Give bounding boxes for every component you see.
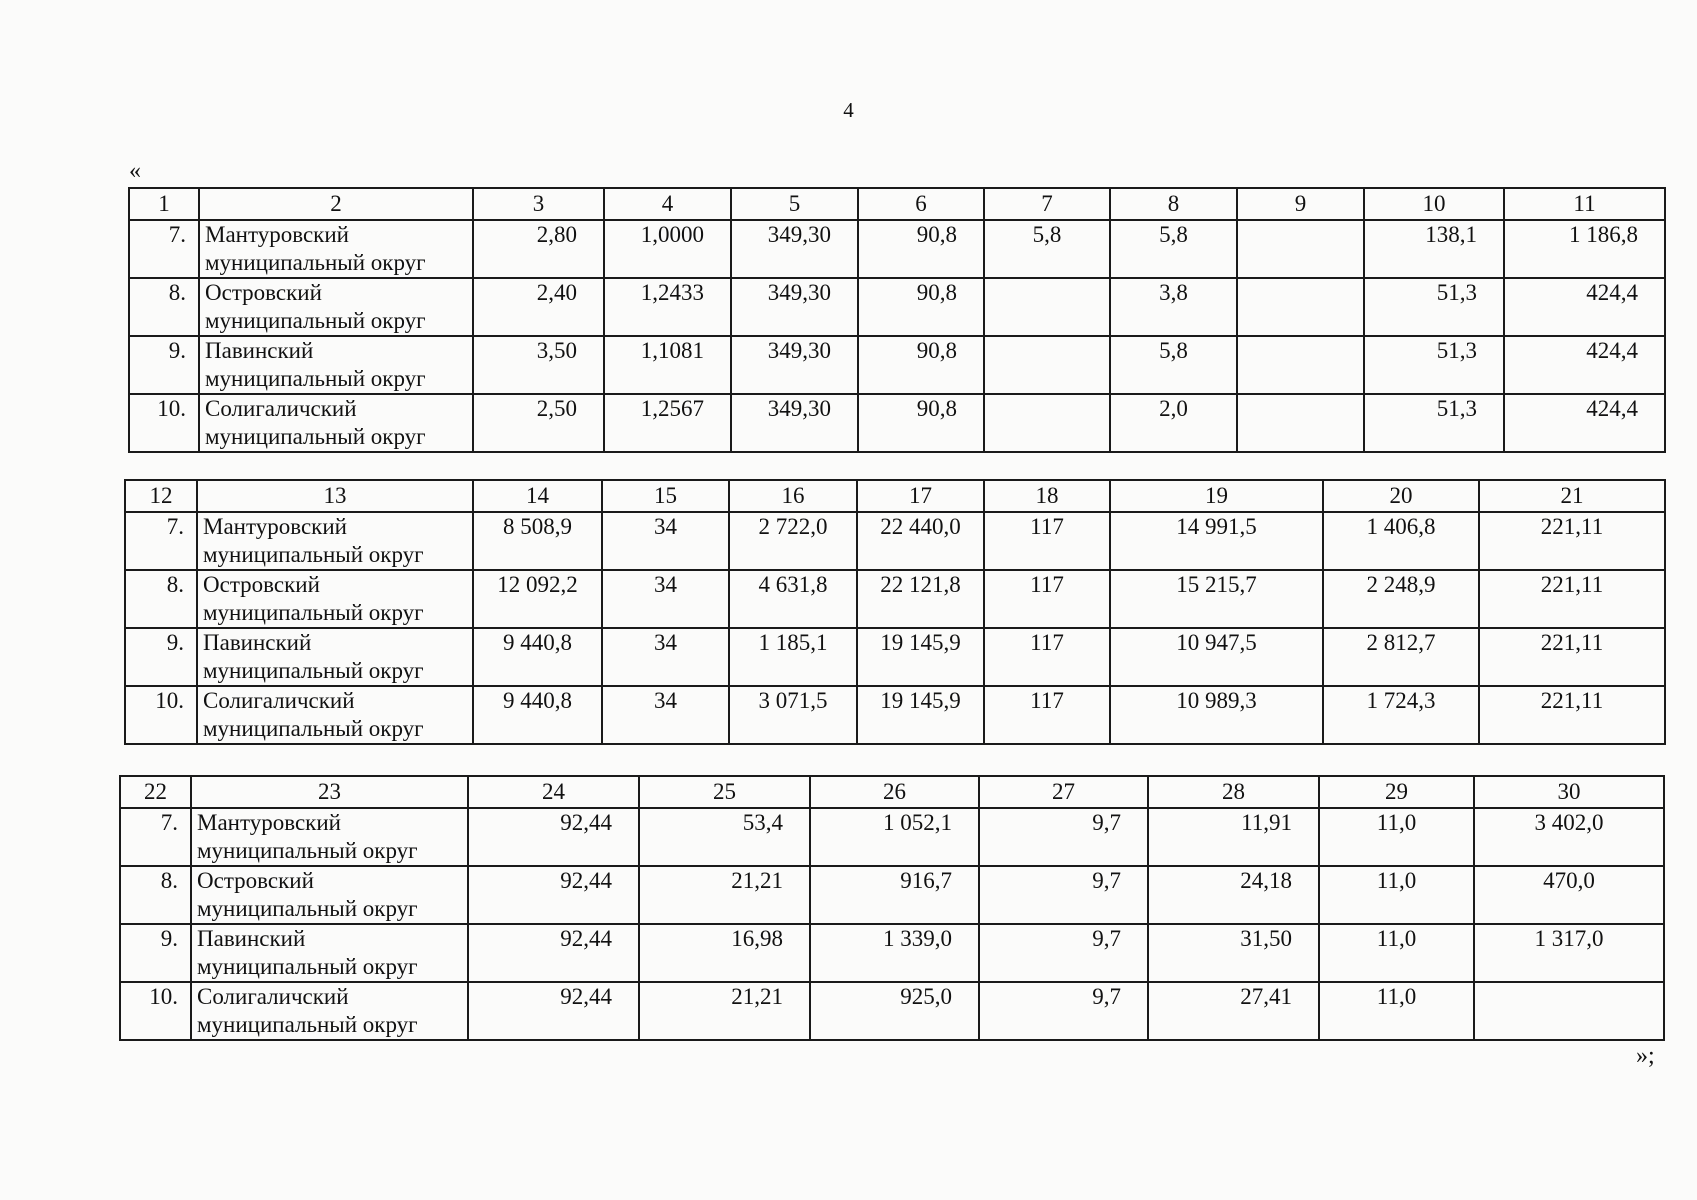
value-cell: 1 724,3 (1323, 686, 1479, 744)
value-cell: 349,30 (731, 394, 858, 452)
data-table-part-3 (119, 775, 1665, 1041)
value-cell (984, 394, 1110, 452)
value-cell: 221,11 (1479, 628, 1665, 686)
table-row (129, 220, 1665, 278)
table-row (120, 866, 1664, 924)
table-row (129, 394, 1665, 452)
value-cell: 1,2567 (604, 394, 731, 452)
value-cell (984, 278, 1110, 336)
value-cell: 5,8 (1110, 220, 1237, 278)
row-number-cell: 7. (125, 512, 197, 570)
value-cell: 2 722,0 (729, 512, 857, 570)
value-cell: 22 121,8 (857, 570, 984, 628)
column-number-header: 28 (1148, 776, 1319, 808)
value-cell: 5,8 (1110, 336, 1237, 394)
value-cell: 3 402,0 (1474, 808, 1664, 866)
value-cell: 15 215,7 (1110, 570, 1323, 628)
value-cell: 1,2433 (604, 278, 731, 336)
row-number-cell: 7. (120, 808, 191, 866)
value-cell: 10 989,3 (1110, 686, 1323, 744)
value-cell: 9,7 (979, 924, 1148, 982)
value-cell: 27,41 (1148, 982, 1319, 1040)
value-cell: 11,0 (1319, 924, 1474, 982)
table-header-row (125, 480, 1665, 512)
table-row (125, 628, 1665, 686)
value-cell (1237, 394, 1364, 452)
value-cell: 1,1081 (604, 336, 731, 394)
column-number-header: 12 (125, 480, 197, 512)
value-cell: 117 (984, 512, 1110, 570)
column-number-header: 30 (1474, 776, 1664, 808)
value-cell: 3,8 (1110, 278, 1237, 336)
column-number-header: 11 (1504, 188, 1665, 220)
value-cell: 2 812,7 (1323, 628, 1479, 686)
value-cell: 138,1 (1364, 220, 1504, 278)
value-cell: 925,0 (810, 982, 979, 1040)
page-number: 4 (843, 98, 854, 122)
row-number-cell: 10. (120, 982, 191, 1040)
value-cell: 349,30 (731, 336, 858, 394)
value-cell: 10 947,5 (1110, 628, 1323, 686)
value-cell: 19 145,9 (857, 628, 984, 686)
value-cell: 9,7 (979, 808, 1148, 866)
value-cell: 8 508,9 (473, 512, 602, 570)
district-name-cell: Мантуровский муниципальный округ (197, 512, 473, 570)
value-cell: 2 248,9 (1323, 570, 1479, 628)
value-cell: 11,0 (1319, 808, 1474, 866)
district-name-cell: Павинский муниципальный округ (199, 336, 473, 394)
district-name-cell: Павинский муниципальный округ (191, 924, 468, 982)
value-cell: 4 631,8 (729, 570, 857, 628)
value-cell: 349,30 (731, 278, 858, 336)
column-number-header: 16 (729, 480, 857, 512)
value-cell: 92,44 (468, 866, 639, 924)
value-cell: 349,30 (731, 220, 858, 278)
value-cell: 90,8 (858, 336, 984, 394)
value-cell: 221,11 (1479, 570, 1665, 628)
column-number-header: 13 (197, 480, 473, 512)
value-cell: 90,8 (858, 220, 984, 278)
district-name-cell: Солигаличский муниципальный округ (199, 394, 473, 452)
data-table-part-2 (124, 479, 1666, 745)
value-cell: 90,8 (858, 278, 984, 336)
district-name-cell: Островский муниципальный округ (199, 278, 473, 336)
value-cell: 3,50 (473, 336, 604, 394)
value-cell: 9 440,8 (473, 686, 602, 744)
row-number-cell: 9. (125, 628, 197, 686)
value-cell: 16,98 (639, 924, 810, 982)
column-number-header: 18 (984, 480, 1110, 512)
column-number-header: 10 (1364, 188, 1504, 220)
value-cell: 2,40 (473, 278, 604, 336)
row-number-cell: 8. (125, 570, 197, 628)
value-cell: 1 186,8 (1504, 220, 1665, 278)
value-cell: 90,8 (858, 394, 984, 452)
value-cell: 9,7 (979, 866, 1148, 924)
value-cell: 1 406,8 (1323, 512, 1479, 570)
table-row (125, 570, 1665, 628)
closing-quote-mark: »; (1636, 1043, 1655, 1069)
value-cell: 117 (984, 570, 1110, 628)
column-number-header: 23 (191, 776, 468, 808)
column-number-header: 5 (731, 188, 858, 220)
column-number-header: 25 (639, 776, 810, 808)
value-cell: 2,80 (473, 220, 604, 278)
value-cell (1237, 220, 1364, 278)
column-number-header: 1 (129, 188, 199, 220)
value-cell: 12 092,2 (473, 570, 602, 628)
value-cell: 92,44 (468, 808, 639, 866)
value-cell: 3 071,5 (729, 686, 857, 744)
value-cell: 51,3 (1364, 336, 1504, 394)
value-cell: 424,4 (1504, 394, 1665, 452)
value-cell: 9 440,8 (473, 628, 602, 686)
value-cell: 470,0 (1474, 866, 1664, 924)
table-row (120, 808, 1664, 866)
value-cell: 24,18 (1148, 866, 1319, 924)
value-cell: 11,0 (1319, 866, 1474, 924)
column-number-header: 3 (473, 188, 604, 220)
district-name-cell: Солигаличский муниципальный округ (191, 982, 468, 1040)
value-cell: 1 185,1 (729, 628, 857, 686)
column-number-header: 26 (810, 776, 979, 808)
value-cell: 22 440,0 (857, 512, 984, 570)
column-number-header: 7 (984, 188, 1110, 220)
value-cell: 14 991,5 (1110, 512, 1323, 570)
opening-quote-mark: « (129, 158, 141, 184)
value-cell: 424,4 (1504, 278, 1665, 336)
value-cell: 34 (602, 570, 729, 628)
value-cell (984, 336, 1110, 394)
value-cell (1237, 278, 1364, 336)
value-cell: 221,11 (1479, 686, 1665, 744)
table-row (125, 686, 1665, 744)
column-number-header: 29 (1319, 776, 1474, 808)
value-cell: 92,44 (468, 924, 639, 982)
value-cell: 1,0000 (604, 220, 731, 278)
table-row (129, 278, 1665, 336)
row-number-cell: 9. (129, 336, 199, 394)
column-number-header: 15 (602, 480, 729, 512)
column-number-header: 21 (1479, 480, 1665, 512)
district-name-cell: Мантуровский муниципальный округ (191, 808, 468, 866)
data-table-part-1 (128, 187, 1666, 453)
column-number-header: 2 (199, 188, 473, 220)
table-row (129, 336, 1665, 394)
value-cell: 31,50 (1148, 924, 1319, 982)
value-cell: 221,11 (1479, 512, 1665, 570)
district-name-cell: Островский муниципальный округ (191, 866, 468, 924)
value-cell: 21,21 (639, 866, 810, 924)
district-name-cell: Мантуровский муниципальный округ (199, 220, 473, 278)
value-cell: 34 (602, 512, 729, 570)
district-name-cell: Солигаличский муниципальный округ (197, 686, 473, 744)
value-cell: 34 (602, 686, 729, 744)
row-number-cell: 10. (129, 394, 199, 452)
column-number-header: 14 (473, 480, 602, 512)
value-cell: 9,7 (979, 982, 1148, 1040)
value-cell: 11,91 (1148, 808, 1319, 866)
row-number-cell: 9. (120, 924, 191, 982)
column-number-header: 22 (120, 776, 191, 808)
column-number-header: 20 (1323, 480, 1479, 512)
value-cell: 117 (984, 628, 1110, 686)
value-cell: 5,8 (984, 220, 1110, 278)
column-number-header: 19 (1110, 480, 1323, 512)
value-cell: 11,0 (1319, 982, 1474, 1040)
row-number-cell: 10. (125, 686, 197, 744)
value-cell (1474, 982, 1664, 1040)
table-row (120, 982, 1664, 1040)
value-cell: 2,50 (473, 394, 604, 452)
column-number-header: 4 (604, 188, 731, 220)
value-cell: 424,4 (1504, 336, 1665, 394)
value-cell: 1 339,0 (810, 924, 979, 982)
column-number-header: 17 (857, 480, 984, 512)
value-cell: 51,3 (1364, 394, 1504, 452)
value-cell: 34 (602, 628, 729, 686)
table-header-row (129, 188, 1665, 220)
value-cell: 916,7 (810, 866, 979, 924)
row-number-cell: 7. (129, 220, 199, 278)
row-number-cell: 8. (129, 278, 199, 336)
value-cell: 2,0 (1110, 394, 1237, 452)
column-number-header: 6 (858, 188, 984, 220)
district-name-cell: Островский муниципальный округ (197, 570, 473, 628)
table-row (120, 924, 1664, 982)
table-header-row (120, 776, 1664, 808)
column-number-header: 8 (1110, 188, 1237, 220)
value-cell: 19 145,9 (857, 686, 984, 744)
value-cell: 1 052,1 (810, 808, 979, 866)
column-number-header: 27 (979, 776, 1148, 808)
value-cell (1237, 336, 1364, 394)
value-cell: 21,21 (639, 982, 810, 1040)
column-number-header: 24 (468, 776, 639, 808)
district-name-cell: Павинский муниципальный округ (197, 628, 473, 686)
value-cell: 92,44 (468, 982, 639, 1040)
value-cell: 53,4 (639, 808, 810, 866)
table-row (125, 512, 1665, 570)
value-cell: 51,3 (1364, 278, 1504, 336)
row-number-cell: 8. (120, 866, 191, 924)
value-cell: 117 (984, 686, 1110, 744)
column-number-header: 9 (1237, 188, 1364, 220)
value-cell: 1 317,0 (1474, 924, 1664, 982)
